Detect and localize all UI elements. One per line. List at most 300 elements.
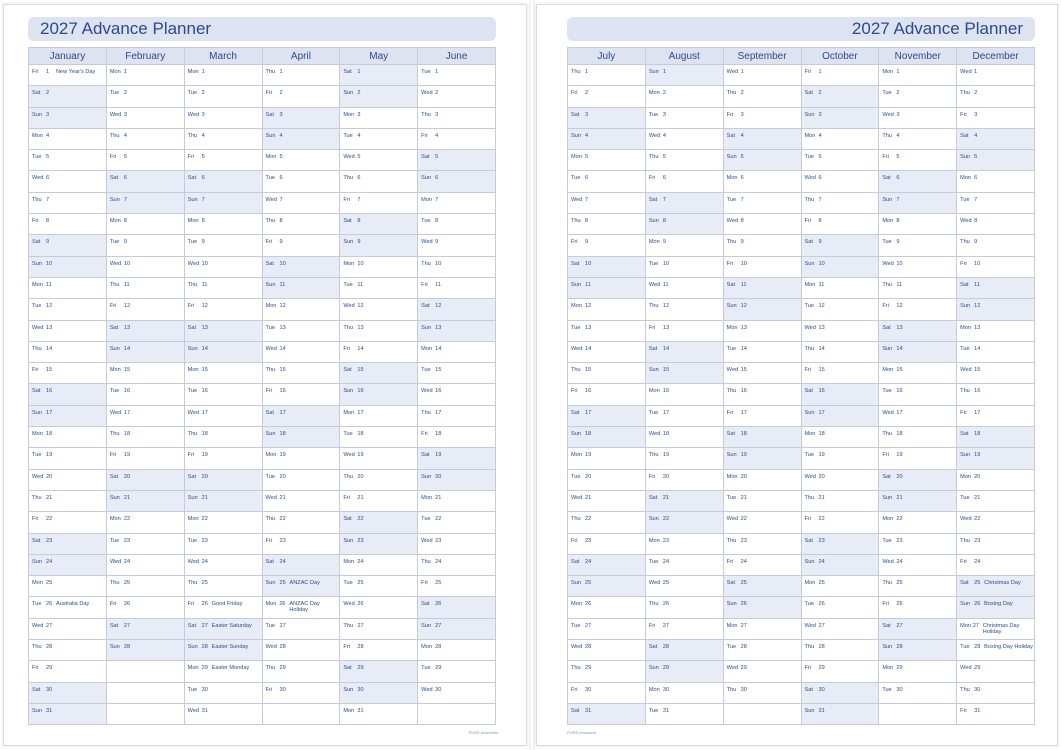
day-number: 26 <box>435 601 442 608</box>
day-cell <box>724 150 801 171</box>
weekday-label: Tue <box>109 90 120 97</box>
weekday-label: Mon <box>109 69 121 75</box>
day-number: 23 <box>279 537 286 544</box>
weekday-label: Wed <box>32 473 44 480</box>
day-number: 26 <box>818 601 825 608</box>
page-title: 2027 Advance Planner <box>28 17 496 41</box>
weekday-label: Sat <box>109 473 119 480</box>
weekday-label: Wed <box>571 196 583 203</box>
weekday-label: Thu <box>726 90 737 97</box>
day-cell <box>568 534 645 555</box>
day-cell <box>29 534 106 555</box>
day-number: 9 <box>357 239 361 246</box>
weekday-label: Mon <box>571 452 582 459</box>
day-cell <box>107 86 184 107</box>
day-number: 24 <box>123 558 131 565</box>
day-number: 24 <box>818 558 825 565</box>
weekday-label: Mon <box>571 303 582 310</box>
day-number: 7 <box>974 196 978 203</box>
day-number: 30 <box>740 686 747 693</box>
day-cell <box>957 640 1034 661</box>
day-cell <box>418 299 495 320</box>
day-cell <box>340 86 417 107</box>
holiday-label: Easter Monday <box>211 665 250 672</box>
weekday-label: Tue <box>882 388 892 395</box>
weekday-label: Sun <box>804 260 815 267</box>
day-number: 5 <box>123 154 127 161</box>
weekday-label: Thu <box>648 303 659 310</box>
month-header: August <box>646 48 723 65</box>
day-number: 12 <box>357 303 364 310</box>
weekday-label: Thu <box>265 69 276 75</box>
day-number: 5 <box>740 154 744 161</box>
day-number: 14 <box>46 345 53 352</box>
day-cell <box>29 363 106 384</box>
weekday-label: Mon <box>265 452 277 459</box>
brand-footer: PURE economic <box>567 730 597 735</box>
day-number: 26 <box>123 601 131 608</box>
weekday-label: Thu <box>343 473 353 480</box>
weekday-label: Wed <box>960 218 972 225</box>
weekday-label: Sat <box>343 69 352 75</box>
day-number: 19 <box>279 452 286 459</box>
weekday-label: Fri <box>804 665 812 672</box>
day-cell <box>724 278 801 299</box>
day-number: 2 <box>818 90 822 97</box>
day-cell <box>646 640 723 661</box>
day-number: 24 <box>740 558 747 565</box>
day-cell <box>185 640 262 661</box>
day-cell <box>724 129 801 150</box>
weekday-label: Thu <box>960 388 970 395</box>
weekday-label: Sat <box>187 324 197 331</box>
weekday-label: Mon <box>343 707 355 714</box>
weekday-label: Sun <box>648 69 659 75</box>
weekday-label: Fri <box>109 452 117 459</box>
weekday-label: Tue <box>882 90 892 97</box>
day-cell <box>107 171 184 192</box>
day-number: 28 <box>123 644 131 651</box>
weekday-label: Thu <box>343 622 353 629</box>
day-cell <box>724 448 801 469</box>
weekday-label: Wed <box>960 367 972 374</box>
day-number: 4 <box>740 132 744 139</box>
weekday-label: Fri <box>960 558 967 565</box>
day-number: 3 <box>974 111 978 118</box>
day-number: 18 <box>123 431 131 438</box>
day-number: 11 <box>662 281 669 288</box>
day-cell <box>107 640 184 661</box>
weekday-label: Tue <box>571 324 581 331</box>
day-cell <box>107 342 184 363</box>
day-cell <box>957 299 1034 320</box>
weekday-label: Sun <box>571 580 581 587</box>
day-cell <box>418 108 495 129</box>
weekday-label: Sun <box>421 324 432 331</box>
day-cell <box>418 470 495 491</box>
day-number: 27 <box>435 622 442 629</box>
day-cell <box>107 278 184 299</box>
day-number: 19 <box>46 452 53 459</box>
day-cell <box>879 363 956 384</box>
day-number: 15 <box>201 367 208 374</box>
day-cell <box>263 597 340 618</box>
day-number: 27 <box>279 622 286 629</box>
weekday-label: Sun <box>32 409 42 416</box>
day-cell <box>802 512 879 533</box>
weekday-label: Wed <box>571 644 583 651</box>
day-number: 17 <box>357 409 364 416</box>
day-cell <box>29 555 106 576</box>
weekday-label: Mon <box>804 431 816 438</box>
day-number: 18 <box>201 431 208 438</box>
day-number: 22 <box>662 516 670 523</box>
day-cell <box>724 555 801 576</box>
day-cell <box>568 384 645 405</box>
day-number: 8 <box>46 218 50 225</box>
weekday-label: Tue <box>265 175 275 182</box>
day-number: 16 <box>818 388 825 395</box>
weekday-label: Sat <box>32 388 41 395</box>
day-cell <box>957 491 1034 512</box>
weekday-label: Mon <box>882 367 894 374</box>
day-cell <box>802 406 879 427</box>
day-number: 4 <box>279 132 283 139</box>
day-number: 20 <box>896 473 903 480</box>
day-cell <box>340 406 417 427</box>
day-number: 10 <box>201 260 208 267</box>
month-column-may <box>340 48 418 725</box>
weekday-label: Tue <box>726 494 737 501</box>
day-cell <box>646 470 723 491</box>
day-number: 27 <box>123 622 131 629</box>
weekday-label: Sat <box>187 473 197 480</box>
day-number: 28 <box>662 644 670 651</box>
day-number: 6 <box>896 175 900 182</box>
weekday-label: Wed <box>421 686 433 693</box>
month-header: July <box>568 48 645 65</box>
weekday-label: Mon <box>648 239 660 246</box>
weekday-label: Wed <box>726 218 739 225</box>
day-cell <box>340 661 417 682</box>
day-cell <box>879 427 956 448</box>
day-number: 15 <box>435 367 442 374</box>
weekday-label: Fri <box>265 686 273 693</box>
day-number: 4 <box>46 132 50 139</box>
day-number: 27 <box>662 622 670 629</box>
day-number: 30 <box>435 686 442 693</box>
day-cell <box>29 65 106 86</box>
weekday-label: Sun <box>109 644 120 651</box>
day-number: 4 <box>818 132 822 139</box>
day-cell <box>724 427 801 448</box>
weekday-label: Wed <box>343 452 355 459</box>
day-cell <box>107 491 184 512</box>
day-number: 26 <box>740 601 747 608</box>
day-cell <box>263 470 340 491</box>
weekday-label: Sat <box>648 196 658 203</box>
day-number: 10 <box>585 260 592 267</box>
day-cell <box>340 235 417 256</box>
weekday-label: Sat <box>882 473 891 480</box>
day-cell <box>568 448 645 469</box>
weekday-label: Sun <box>32 558 42 565</box>
day-cell <box>879 470 956 491</box>
day-cell <box>263 235 340 256</box>
day-cell <box>879 576 956 597</box>
day-number: 14 <box>123 345 131 352</box>
weekday-label: Wed <box>109 409 122 416</box>
day-cell <box>418 640 495 661</box>
day-number: 8 <box>662 218 666 225</box>
day-cell <box>879 171 956 192</box>
weekday-label: Sat <box>32 239 41 246</box>
weekday-label: Wed <box>32 324 44 331</box>
weekday-label: Tue <box>32 452 42 459</box>
weekday-label: Wed <box>421 388 433 395</box>
day-number: 21 <box>201 494 208 501</box>
day-cell <box>879 597 956 618</box>
day-cell <box>957 65 1034 86</box>
day-cell <box>263 278 340 299</box>
day-cell <box>957 427 1034 448</box>
day-number: 30 <box>818 686 825 693</box>
empty-day-cell <box>418 704 495 725</box>
day-cell <box>418 491 495 512</box>
day-cell <box>568 661 645 682</box>
weekday-label: Sat <box>109 622 119 629</box>
day-number: 5 <box>974 154 978 161</box>
weekday-label: Thu <box>109 431 120 438</box>
weekday-label: Fri <box>726 260 734 267</box>
day-cell <box>568 683 645 704</box>
weekday-label: Sun <box>882 494 893 501</box>
calendar-grid-right <box>567 47 1035 725</box>
weekday-label: Thu <box>882 281 892 288</box>
weekday-label: Thu <box>648 452 659 459</box>
weekday-label: Thu <box>571 69 581 75</box>
day-number: 5 <box>279 154 283 161</box>
day-cell <box>263 299 340 320</box>
weekday-label: Wed <box>648 281 661 288</box>
day-cell <box>568 299 645 320</box>
weekday-label: Fri <box>882 303 889 310</box>
day-cell <box>879 406 956 427</box>
day-number: 23 <box>123 537 131 544</box>
day-number: 30 <box>585 686 592 693</box>
day-cell <box>107 555 184 576</box>
weekday-label: Sun <box>421 175 432 182</box>
day-cell <box>802 150 879 171</box>
weekday-label: Fri <box>343 345 350 352</box>
month-column-february <box>107 48 185 725</box>
day-number: 9 <box>585 239 589 246</box>
day-cell <box>724 65 801 86</box>
day-cell <box>418 171 495 192</box>
day-number: 3 <box>896 111 900 118</box>
weekday-label: Thu <box>960 537 970 544</box>
day-cell <box>568 257 645 278</box>
day-cell <box>263 534 340 555</box>
day-cell <box>29 683 106 704</box>
day-number: 21 <box>123 494 131 501</box>
weekday-label: Sat <box>571 111 580 118</box>
day-number: 22 <box>896 516 903 523</box>
weekday-label: Thu <box>187 281 198 288</box>
day-number: 18 <box>357 431 364 438</box>
day-number: 4 <box>435 132 439 139</box>
weekday-label: Fri <box>32 367 39 374</box>
day-number: 15 <box>46 367 53 374</box>
day-number: 7 <box>740 196 744 203</box>
day-number: 6 <box>123 175 127 182</box>
day-number: 21 <box>585 494 592 501</box>
day-number: 26 <box>974 601 981 608</box>
month-column-october <box>802 48 880 725</box>
day-cell <box>802 597 879 618</box>
day-number: 22 <box>974 516 981 523</box>
weekday-label: Sat <box>804 686 813 693</box>
day-number: 18 <box>435 431 442 438</box>
day-number: 2 <box>740 90 744 97</box>
weekday-label: Thu <box>571 367 581 374</box>
weekday-label: Tue <box>187 90 198 97</box>
day-number: 12 <box>279 303 286 310</box>
weekday-label: Wed <box>726 516 739 523</box>
day-number: 12 <box>662 303 670 310</box>
day-number: 1 <box>818 69 822 75</box>
weekday-label: Sat <box>882 324 891 331</box>
day-cell <box>107 470 184 491</box>
day-cell <box>263 86 340 107</box>
weekday-label: Sun <box>882 196 893 203</box>
weekday-label: Mon <box>421 196 433 203</box>
weekday-label: Sat <box>343 218 352 225</box>
day-number: 14 <box>896 345 903 352</box>
day-number: 6 <box>201 175 205 182</box>
day-cell <box>646 491 723 512</box>
day-cell <box>185 427 262 448</box>
day-number: 19 <box>435 452 442 459</box>
weekday-label: Sat <box>265 409 274 416</box>
day-cell <box>802 108 879 129</box>
weekday-label: Tue <box>32 303 42 310</box>
weekday-label: Wed <box>882 111 894 118</box>
day-cell <box>185 406 262 427</box>
weekday-label: Mon <box>32 281 43 288</box>
weekday-label: Mon <box>804 132 816 139</box>
day-cell <box>263 65 340 86</box>
day-cell <box>29 86 106 107</box>
day-cell <box>340 597 417 618</box>
day-number: 19 <box>974 452 981 459</box>
holiday-label: Boxing Day <box>984 601 1013 608</box>
day-cell <box>263 640 340 661</box>
weekday-label: Wed <box>960 665 972 672</box>
day-number: 30 <box>201 686 208 693</box>
weekday-label: Mon <box>804 281 816 288</box>
day-number: 3 <box>357 111 361 118</box>
weekday-label: Tue <box>109 537 120 544</box>
day-number: 14 <box>974 345 981 352</box>
weekday-label: Fri <box>571 388 578 395</box>
day-cell <box>802 171 879 192</box>
day-cell <box>568 470 645 491</box>
day-cell <box>879 108 956 129</box>
day-number: 5 <box>357 154 361 161</box>
day-number: 19 <box>123 452 131 459</box>
day-cell <box>263 108 340 129</box>
day-number: 1 <box>585 69 589 75</box>
day-cell <box>568 555 645 576</box>
day-cell <box>568 342 645 363</box>
day-cell <box>957 576 1034 597</box>
weekday-label: Sun <box>265 580 276 587</box>
day-cell <box>568 235 645 256</box>
day-cell <box>957 534 1034 555</box>
day-cell <box>340 683 417 704</box>
weekday-label: Sun <box>960 154 971 161</box>
day-cell <box>185 171 262 192</box>
weekday-label: Thu <box>32 345 42 352</box>
day-number: 19 <box>818 452 825 459</box>
weekday-label: Sat <box>804 90 813 97</box>
weekday-label: Sun <box>571 431 581 438</box>
day-number: 21 <box>357 494 364 501</box>
day-cell <box>340 427 417 448</box>
month-header: November <box>879 48 956 65</box>
day-cell <box>724 512 801 533</box>
day-number: 5 <box>896 154 900 161</box>
day-number: 30 <box>896 686 903 693</box>
weekday-label: Thu <box>648 154 659 161</box>
month-column-march <box>185 48 263 725</box>
day-cell <box>185 448 262 469</box>
day-number: 25 <box>46 580 53 587</box>
weekday-label: Wed <box>343 303 355 310</box>
day-cell <box>29 427 106 448</box>
planner-page-right <box>536 4 1058 746</box>
day-cell <box>107 129 184 150</box>
weekday-label: Thu <box>265 218 276 225</box>
day-number: 21 <box>818 494 825 501</box>
day-cell <box>879 683 956 704</box>
day-cell <box>646 406 723 427</box>
day-number: 7 <box>123 196 127 203</box>
weekday-label: Wed <box>571 494 583 501</box>
day-cell <box>107 108 184 129</box>
weekday-label: Sun <box>882 644 893 651</box>
day-cell <box>185 235 262 256</box>
day-cell <box>340 342 417 363</box>
month-header: February <box>107 48 184 65</box>
day-number: 14 <box>435 345 442 352</box>
day-cell <box>957 171 1034 192</box>
holiday-label: ANZAC Day <box>289 580 320 587</box>
day-cell <box>418 534 495 555</box>
day-number: 12 <box>123 303 131 310</box>
day-cell <box>29 129 106 150</box>
day-cell <box>29 619 106 640</box>
weekday-label: Wed <box>109 558 122 565</box>
day-cell <box>879 321 956 342</box>
day-cell <box>263 363 340 384</box>
day-number: 8 <box>974 218 978 225</box>
day-number: 20 <box>585 473 592 480</box>
day-cell <box>879 640 956 661</box>
day-number: 13 <box>585 324 592 331</box>
weekday-label: Fri <box>187 601 195 608</box>
